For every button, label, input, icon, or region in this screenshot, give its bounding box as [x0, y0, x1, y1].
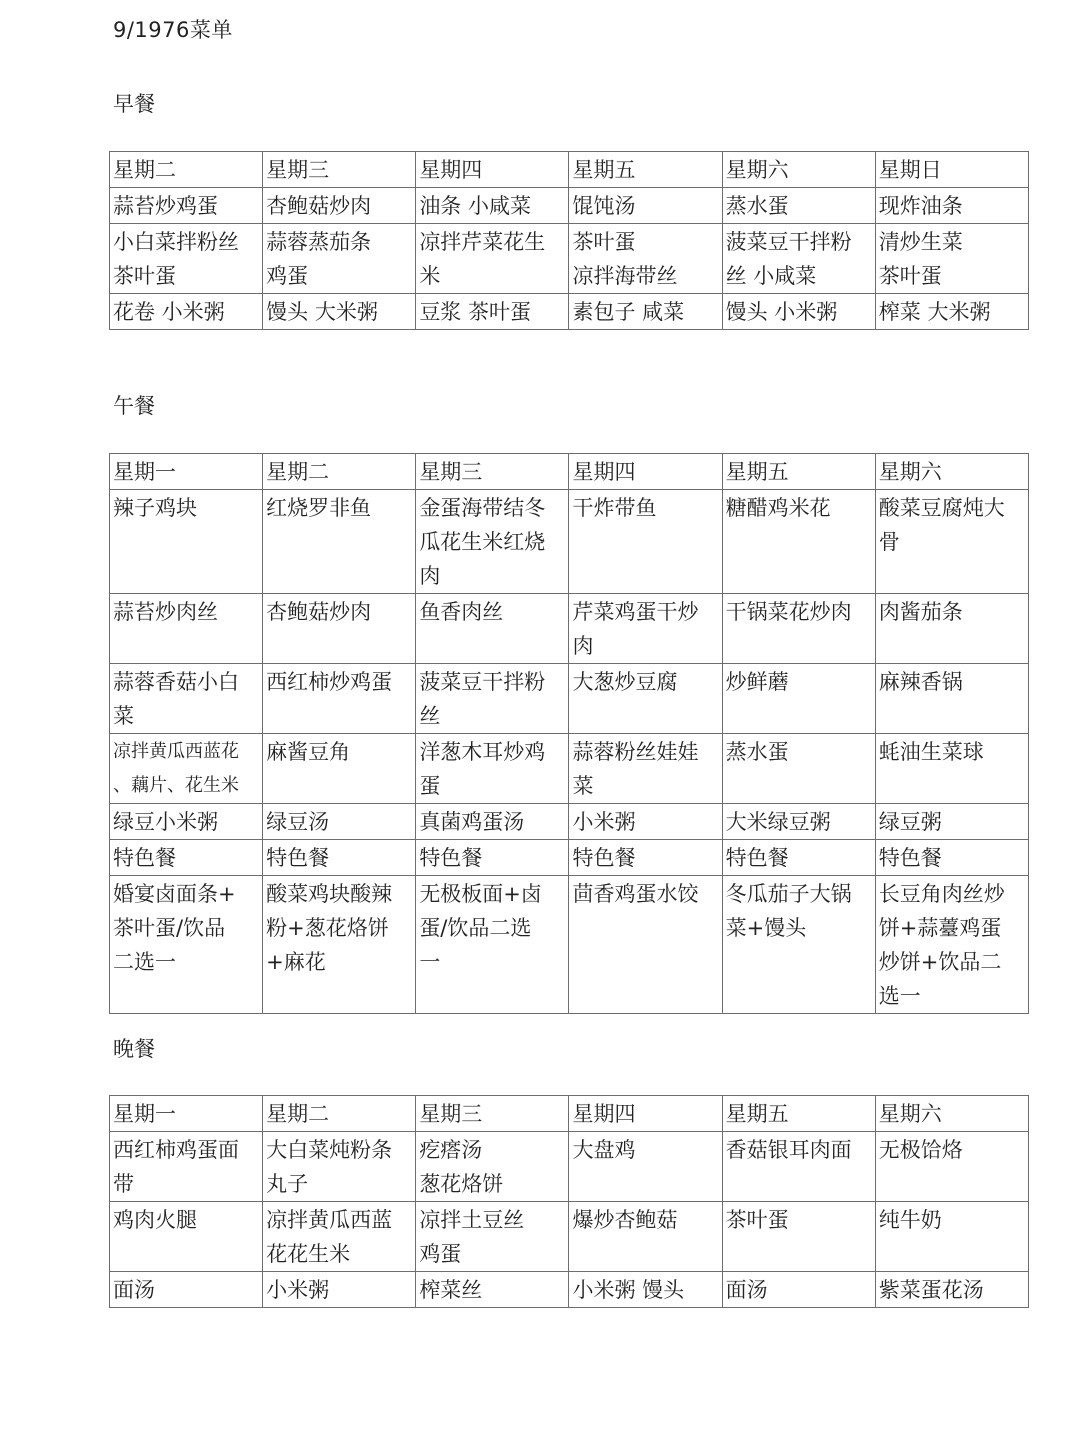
menu-cell: 疙瘩汤 葱花烙饼 [416, 1132, 569, 1202]
menu-cell: 麻辣香锅 [875, 664, 1028, 734]
menu-cell: 凉拌黄瓜西蓝花 、藕片、花生米 [110, 734, 263, 804]
dinner-table [109, 1095, 1029, 1308]
table-row [110, 840, 1029, 876]
dinner-section-title: 晚餐 [113, 1037, 155, 1061]
menu-cell: 杏鲍菇炒肉 [263, 594, 416, 664]
table-row [110, 664, 1029, 734]
breakfast-table [109, 151, 1029, 330]
menu-cell: 长豆角肉丝炒 饼+蒜薹鸡蛋 炒饼+饮品二 选一 [875, 876, 1028, 1014]
menu-cell: 绿豆粥 [875, 804, 1028, 840]
menu-cell: 特色餐 [263, 840, 416, 876]
menu-cell: 茶叶蛋 凉拌海带丝 [569, 224, 722, 294]
menu-cell: 冬瓜茄子大锅 菜+馒头 [722, 876, 875, 1014]
header-cell: 星期五 [722, 454, 875, 490]
menu-cell: 小米粥 [569, 804, 722, 840]
menu-cell: 馄饨汤 [569, 188, 722, 224]
menu-cell: 蒜蓉蒸茄条 鸡蛋 [263, 224, 416, 294]
header-cell: 星期日 [875, 152, 1028, 188]
menu-cell: 特色餐 [722, 840, 875, 876]
menu-cell: 小白菜拌粉丝 茶叶蛋 [110, 224, 263, 294]
header-cell: 星期六 [875, 1096, 1028, 1132]
menu-cell: 婚宴卤面条+ 茶叶蛋/饮品 二选一 [110, 876, 263, 1014]
table-header-row [110, 454, 1029, 490]
menu-cell: 小米粥 馒头 [569, 1272, 722, 1308]
table-row [110, 594, 1029, 664]
menu-cell: 清炒生菜 茶叶蛋 [875, 224, 1028, 294]
table-row [110, 1202, 1029, 1272]
header-cell: 星期三 [263, 152, 416, 188]
menu-cell: 鱼香肉丝 [416, 594, 569, 664]
header-cell: 星期四 [569, 1096, 722, 1132]
menu-cell: 无极板面+卤 蛋/饮品二选 一 [416, 876, 569, 1014]
header-cell: 星期二 [263, 1096, 416, 1132]
lunch-section-title: 午餐 [113, 394, 155, 418]
menu-cell: 花卷 小米粥 [110, 294, 263, 330]
header-cell: 星期五 [722, 1096, 875, 1132]
table-row [110, 804, 1029, 840]
table-header-row [110, 152, 1029, 188]
menu-cell: 蒜蓉粉丝娃娃 菜 [569, 734, 722, 804]
menu-cell: 金蛋海带结冬 瓜花生米红烧 肉 [416, 490, 569, 594]
menu-cell: 炒鲜蘑 [722, 664, 875, 734]
menu-cell: 爆炒杏鲍菇 [569, 1202, 722, 1272]
menu-cell: 麻酱豆角 [263, 734, 416, 804]
menu-cell: 芹菜鸡蛋干炒 肉 [569, 594, 722, 664]
menu-cell: 大白菜炖粉条 丸子 [263, 1132, 416, 1202]
header-cell: 星期四 [416, 152, 569, 188]
menu-cell: 真菌鸡蛋汤 [416, 804, 569, 840]
menu-cell: 香菇银耳肉面 [722, 1132, 875, 1202]
table-row [110, 294, 1029, 330]
menu-cell: 干锅菜花炒肉 [722, 594, 875, 664]
menu-cell: 馒头 大米粥 [263, 294, 416, 330]
menu-cell: 红烧罗非鱼 [263, 490, 416, 594]
menu-cell: 茶叶蛋 [722, 1202, 875, 1272]
menu-cell: 蒜蓉香菇小白 菜 [110, 664, 263, 734]
menu-cell: 榨菜丝 [416, 1272, 569, 1308]
table-header-row [110, 1096, 1029, 1132]
menu-cell: 大葱炒豆腐 [569, 664, 722, 734]
menu-cell: 素包子 咸菜 [569, 294, 722, 330]
menu-cell: 特色餐 [569, 840, 722, 876]
menu-cell: 绿豆小米粥 [110, 804, 263, 840]
menu-cell: 辣子鸡块 [110, 490, 263, 594]
menu-cell: 杏鲍菇炒肉 [263, 188, 416, 224]
menu-cell: 西红柿炒鸡蛋 [263, 664, 416, 734]
menu-cell: 茴香鸡蛋水饺 [569, 876, 722, 1014]
menu-cell: 蒜苔炒肉丝 [110, 594, 263, 664]
breakfast-section-title: 早餐 [113, 92, 155, 116]
menu-cell: 特色餐 [416, 840, 569, 876]
menu-cell: 菠菜豆干拌粉 丝 小咸菜 [722, 224, 875, 294]
header-cell: 星期五 [569, 152, 722, 188]
menu-cell: 蒸水蛋 [722, 734, 875, 804]
menu-cell: 干炸带鱼 [569, 490, 722, 594]
menu-cell: 小米粥 [263, 1272, 416, 1308]
table-row [110, 490, 1029, 594]
menu-cell: 特色餐 [875, 840, 1028, 876]
table-row [110, 224, 1029, 294]
table-row [110, 1272, 1029, 1308]
menu-cell: 糖醋鸡米花 [722, 490, 875, 594]
menu-cell: 菠菜豆干拌粉 丝 [416, 664, 569, 734]
lunch-table [109, 453, 1029, 1014]
header-cell: 星期二 [263, 454, 416, 490]
header-cell: 星期三 [416, 1096, 569, 1132]
menu-cell: 榨菜 大米粥 [875, 294, 1028, 330]
menu-cell: 面汤 [722, 1272, 875, 1308]
header-cell: 星期二 [110, 152, 263, 188]
menu-cell: 紫菜蛋花汤 [875, 1272, 1028, 1308]
menu-cell: 蒸水蛋 [722, 188, 875, 224]
menu-cell: 西红柿鸡蛋面 带 [110, 1132, 263, 1202]
header-cell: 星期六 [722, 152, 875, 188]
menu-cell: 现炸油条 [875, 188, 1028, 224]
menu-cell: 酸菜鸡块酸辣 粉+葱花烙饼 +麻花 [263, 876, 416, 1014]
header-cell: 星期三 [416, 454, 569, 490]
menu-cell: 馒头 小米粥 [722, 294, 875, 330]
menu-cell: 特色餐 [110, 840, 263, 876]
menu-cell: 豆浆 茶叶蛋 [416, 294, 569, 330]
header-cell: 星期一 [110, 1096, 263, 1132]
table-row [110, 188, 1029, 224]
menu-cell: 肉酱茄条 [875, 594, 1028, 664]
menu-cell: 蚝油生菜球 [875, 734, 1028, 804]
menu-cell: 蒜苔炒鸡蛋 [110, 188, 263, 224]
menu-cell: 纯牛奶 [875, 1202, 1028, 1272]
document-title: 9/1976菜单 [113, 18, 233, 42]
menu-cell: 面汤 [110, 1272, 263, 1308]
menu-cell: 大米绿豆粥 [722, 804, 875, 840]
table-row [110, 876, 1029, 1014]
header-cell: 星期四 [569, 454, 722, 490]
menu-cell: 绿豆汤 [263, 804, 416, 840]
menu-cell: 无极饸烙 [875, 1132, 1028, 1202]
menu-cell: 洋葱木耳炒鸡 蛋 [416, 734, 569, 804]
header-cell: 星期一 [110, 454, 263, 490]
table-row [110, 1132, 1029, 1202]
menu-cell: 凉拌黄瓜西蓝 花花生米 [263, 1202, 416, 1272]
menu-cell: 油条 小咸菜 [416, 188, 569, 224]
menu-cell: 鸡肉火腿 [110, 1202, 263, 1272]
table-row [110, 734, 1029, 804]
header-cell: 星期六 [875, 454, 1028, 490]
menu-cell: 大盘鸡 [569, 1132, 722, 1202]
menu-cell: 凉拌芹菜花生 米 [416, 224, 569, 294]
menu-cell: 凉拌土豆丝 鸡蛋 [416, 1202, 569, 1272]
menu-cell: 酸菜豆腐炖大 骨 [875, 490, 1028, 594]
